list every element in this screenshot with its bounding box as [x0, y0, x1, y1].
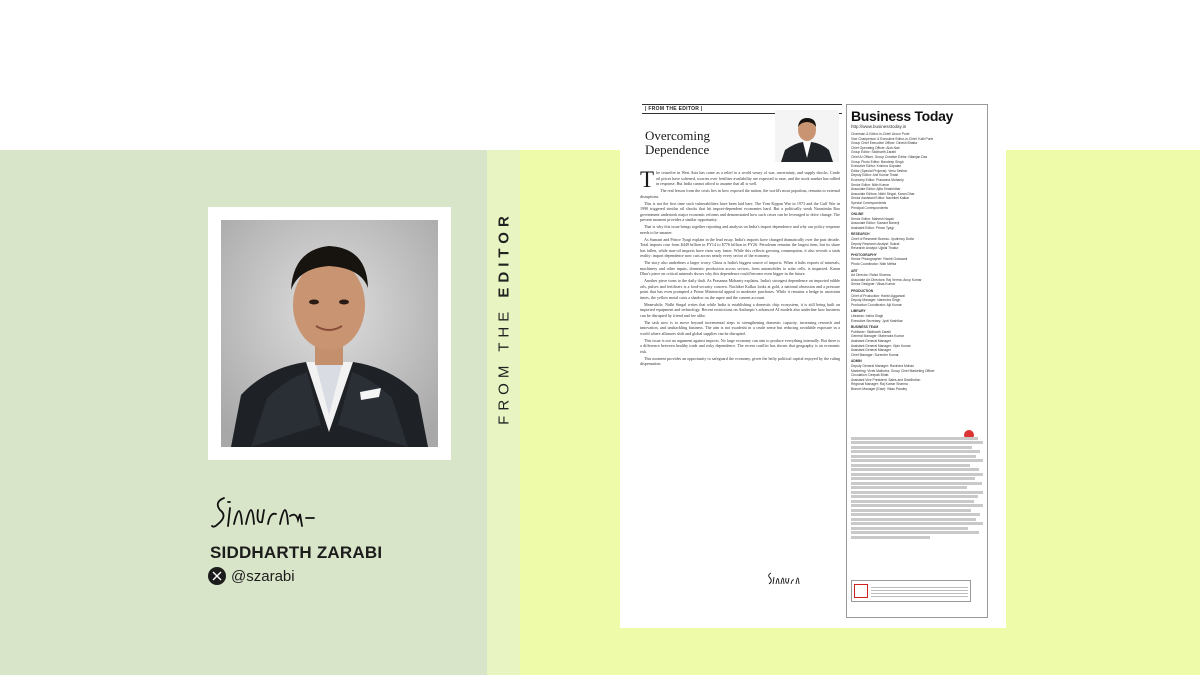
paragraph: This is not the first time such vulnerabilities have been laid bare. The Yom Kippur War in 1973 and the Gulf War in 1990 triggered similar oil shocks that hit import-dependent economies hard. But a politically weak Narasimha Rao government undertook major economic reforms and demonstrated how such crises can be leveraged to drive change. The present moment provides a similar opportunity. — [640, 200, 840, 222]
masthead-credit-line: Research Analyst: Ujjwal Thakur — [851, 246, 899, 251]
headline-line1: Overcoming — [645, 128, 710, 143]
masthead-credit-line: Chairman & Editor-in-Chief: Aroon Purie — [851, 132, 910, 136]
publisher-logo-icon — [854, 584, 868, 598]
paragraph: he ceasefire in West Asia has come as a relief to a world weary of war, uncertainty, and supply shocks. Crude oil prices have softened, worries over fertiliser availability are expected to ease, and the stock market has rallied in response. But India cannot afford to assume that all is well. — [656, 170, 840, 186]
masthead-section-heading: ART — [851, 268, 858, 273]
masthead-credit-line: Circulation: Deepak Bhatt — [851, 373, 889, 378]
masthead-credit-line: Chief of Production: Harish Aggarwal — [851, 293, 905, 298]
masthead-credit-line: Editor (Special Projects): Venu Sekhar — [851, 168, 908, 173]
masthead-credit-line: Assistant Vice President: Sales and Distribution — [851, 377, 921, 382]
masthead-section-heading: RESEARCH — [851, 232, 870, 237]
masthead-credit-line: Assistant General Manager — [851, 348, 891, 353]
author-name: SIDDHARTH ZARABI — [210, 543, 383, 562]
masthead-credits — [847, 129, 987, 394]
page-kicker: | FROM THE EDITOR | — [642, 104, 842, 114]
masthead-section-heading: PRODUCTION — [851, 289, 874, 293]
masthead-section-heading: ONLINE — [851, 212, 864, 217]
masthead-section-heading: PHOTOGRAPHY — [851, 252, 877, 257]
masthead-column — [846, 104, 988, 618]
masthead-credit-line: Group Chief Executive Officer: Dinesh Bhatia — [851, 141, 917, 146]
editorial-column — [640, 104, 840, 618]
section-label-light: FROM THE — [495, 297, 513, 425]
paragraph: As Sumant and Prince Tyagi explain in the lead essay, India's imports have changed dramatically over the past decade. Total imports rose from $449 billion in FY14 to $776 billion in FY26. Petroleum remains the largest item, but its share has fallen, while non-oil imports have risen way faster. While this reflects growing consumption, it also reveals a stark reality: import dependence now cuts across nearly every sector of the economy. — [640, 236, 840, 258]
masthead-credit-line: Branch Manager (East): Vikas Pandey — [851, 386, 908, 391]
masthead-credit-line: Deputy Manager: Narendra Singh — [851, 298, 901, 303]
editorial-headline — [645, 129, 755, 157]
masthead-section-heading: BUSINESS TEAM — [851, 325, 879, 330]
masthead-credit-line: Economy Editor: Prasanna Mohanty — [851, 177, 904, 182]
paragraph: This moment provides an opportunity to safeguard the economy, given the hefty political capital enjoyed by the ruling dispensation. — [640, 355, 840, 366]
masthead-credit-line: Chief AI Officer, Group Creative Editor: Nilanjan Das — [851, 154, 928, 159]
masthead-credit-line: Regional Manager: Raj Kumar Sharma — [851, 382, 908, 387]
paragraph: Meanwhile, Nidhi Singal writes that while India is establishing a domestic chip ecosystem, it is still being built on imported equipment and technology. Recent restrictions on Anthropic's advanced AI models also underline how business can be disrupted by friend and foe alike. — [640, 301, 840, 318]
editor-thumbnail — [775, 110, 839, 162]
masthead-credit-line: General Manager: Mahendra Kumar — [851, 334, 904, 339]
author-photo-frame — [208, 207, 451, 460]
masthead-credit-line: Deputy Editor: Anil Kumar Tiwari — [851, 173, 899, 178]
masthead-credit-line: Senior Designer: Vikas Kumar — [851, 282, 896, 287]
masthead-credit-line: Publisher: Siddharth Zarabi — [851, 329, 891, 334]
masthead-credit-line: Deputy General Manager: Ravindra Mohan — [851, 363, 915, 368]
publication-fine-print — [851, 435, 983, 560]
masthead-credit-line: Chief of Research Bureau: Jyotirmoy Dutta — [851, 237, 914, 242]
masthead-section-heading: ADMIN — [851, 359, 862, 364]
masthead-title: Business Today — [851, 108, 954, 124]
masthead-credit-line: Assistant Editor: Prince Tyagi — [851, 225, 894, 230]
subscription-box — [851, 580, 971, 602]
masthead-credit-line: Photo Coordinator: Nitin Mehta — [851, 262, 897, 267]
author-handle[interactable]: @szarabi — [231, 567, 295, 585]
paragraph: This issue is not an argument against imports. No large economy can aim to produce everything internally. But there is a difference between healthy trade and risky dependence. The recent conflict has shown that geography is an economic risk. — [640, 337, 840, 354]
masthead-credit-line: Senior Editor: Mahesh Nayak — [851, 216, 894, 221]
section-label-vertical — [496, 211, 513, 425]
masthead-credit-line: Senior Editor: Nitin Kumar — [851, 182, 890, 187]
masthead-credit-line: Librarian: Indira Singh — [851, 313, 884, 318]
author-signature — [210, 488, 320, 534]
masthead-credit-line: Executive Editor: Krishna Gopalan — [851, 164, 902, 169]
masthead-credit-line: Chief Manager: Surender Kumar — [851, 352, 899, 357]
paragraph: Another piece turns to the daily thali. As Prasanna Mohanty explains, India's strongest dependence on imported edible oils, pulses and fertilisers is a food-security concern. Nachiket Kalkar looks at gold, a national obsession and a pressure point that has even prompted a Prime Ministerial appeal to moderate purchases. While it remains a hedge in uncertain times, the yellow metal casts a shadow on the rupee and the current account. — [640, 278, 840, 300]
paragraph: The real lesson from the crisis lies in how exposed the nation, the world's most populous, remains to external disruptions. — [640, 188, 840, 199]
masthead-credit-line: Vice Chairperson & Executive Editor-in-Chief: Kalli Purie — [851, 136, 934, 141]
masthead-section-heading: LIBRARY — [851, 309, 866, 314]
masthead-credit-line: Assistant General Manager: Vipin Kumar — [851, 343, 911, 348]
masthead-credit-line: Deputy Research Analyst: Sukrat — [851, 241, 900, 246]
masthead-credit-line: Group Editor: Siddharth Zarabi — [851, 150, 896, 155]
headline-line2: Dependence — [645, 142, 710, 157]
x-logo-icon — [208, 567, 226, 585]
masthead-credit-line: Executive Secretary: Jyoti Kashikar — [851, 318, 903, 323]
masthead-credit-line: Senior Photographer: Rachit Goswami — [851, 257, 908, 262]
masthead-credit-line: Marketing: Vivek Malhotra, Group Chief Marketing Officer — [851, 368, 935, 373]
masthead-credit-line: Associate Art Directors: Raj Verma, Anup Kumar — [851, 277, 922, 282]
masthead-url[interactable]: http://www.businesstoday.in — [851, 124, 907, 129]
masthead-credit-line: Special Correspondents — [851, 200, 887, 205]
masthead-credit-line: Associate Editor: Sumant Banerji — [851, 221, 900, 226]
editorial-body — [640, 170, 840, 570]
author-social[interactable] — [208, 567, 295, 585]
masthead-credit-line: Associate Editors: Nidhi Singal, Karan Dhar — [851, 191, 915, 196]
dropcap: T — [640, 170, 655, 192]
masthead-credit-line: Associate Editor: Ajita Shashidhar — [851, 187, 901, 192]
paragraph: The story also underlines a larger worry. China is India's biggest source of imports. When it halts exports of minerals, machinery and other inputs, domestic production across sectors, from automobiles to solar cells, is impacted. Karan Dhar's piece on critical minerals shows why this dependence could become even bigger in the future. — [640, 260, 840, 276]
masthead-credit-line: Senior Assistant Editor: Nachiket Kalkar — [851, 196, 910, 201]
masthead-credit-line: Production Coordinator: Ajit Kumar — [851, 302, 902, 307]
paragraph: The task now is to move beyond incremental steps to strengthening domestic capacity, increasing research and innovation, and unshackling business. The aim is not swadeshi in a crude sense but reducing avoidable exposure in a world where alliances shift and global supplies can be disrupted. — [640, 319, 840, 336]
masthead-credit-line: Assistant General Manager — [851, 338, 891, 343]
editor-signature-small — [766, 569, 804, 587]
masthead-credit-line: Chief Operating Officer: Alok Nair — [851, 145, 900, 150]
masthead-credit-line: Group Photo Editor: Bandeep Singh — [851, 159, 904, 164]
section-label-bold: EDITOR — [495, 211, 513, 298]
author-photo — [221, 220, 438, 447]
paragraph: That is why this issue brings together reporting and analysis on India's import dependence and why our policy response needs to be smarter. — [640, 224, 840, 235]
masthead-credit-line: Principal Correspondents — [851, 205, 889, 210]
masthead-credit-line: Art Director: Rahul Sharma — [851, 273, 891, 278]
magazine-page — [620, 94, 1006, 628]
